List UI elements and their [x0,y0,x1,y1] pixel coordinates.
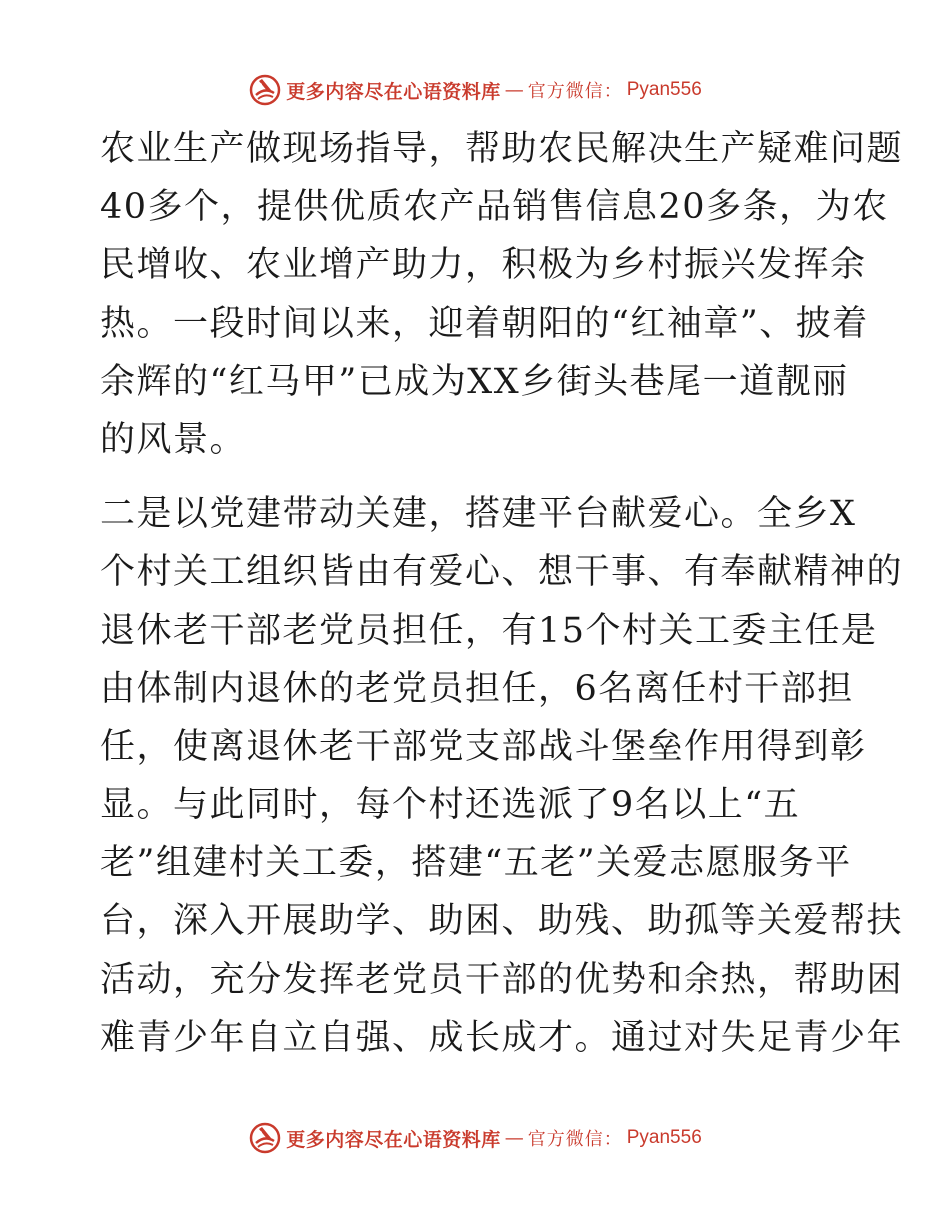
paragraph-line: 二是以党建带动关建，搭建平台献爱心。全乡X [100,494,857,535]
watermark-wechat-label: 官方微信： [527,1129,623,1150]
paragraph-line: 老”组建村关工委，搭建“五老”关爱志愿服务平 [100,843,852,884]
paragraph-2 [100,485,904,1067]
paragraph-line: 退休老干部老党员担任，有15个村关工委主任是 [100,610,878,651]
red-book-pen-logo-icon [248,1121,282,1155]
paragraph-line: 40多个，提供优质农产品销售信息20多条，为农 [100,187,889,228]
paragraph-line: 显。与此同时，每个村还选派了9名以上“五 [100,785,801,826]
paragraph-line: 由体制内退休的老党员担任，6名离任村干部担 [100,668,854,709]
watermark-wechat-id: Pyan556 [626,79,702,100]
footer-watermark-banner [0,1118,950,1158]
paragraph-1 [100,120,904,469]
paragraph-line: 台，深入开展助学、助困、助残、助孤等关爱帮扶 [100,901,904,942]
paragraph-line: 难青少年自立自强、成长成才。通过对失足青少年 [100,1017,904,1058]
watermark-dash: — [504,1127,524,1149]
watermark-dash: — [504,79,524,101]
watermark-wechat-label: 官方微信： [527,81,623,102]
watermark-brand-text: 更多内容尽在心语资料库 [286,1128,501,1151]
paragraph-line: 的风景。 [100,419,247,460]
paragraph-line: 任，使离退休老干部党支部战斗堡垒作用得到彰 [100,726,867,767]
paragraph-line: 活动，充分发挥老党员干部的优势和余热，帮助困 [100,959,904,1000]
paragraph-spacer [100,469,860,485]
document-body [100,120,904,1067]
watermark-brand-text: 更多内容尽在心语资料库 [286,80,501,103]
red-book-pen-logo-icon [248,73,282,107]
watermark-wechat-id: Pyan556 [626,1127,702,1148]
paragraph-line: 余辉的“红马甲”已成为XX乡街头巷尾一道靓丽 [100,361,849,402]
paragraph-line: 个村关工组织皆由有爱心、想干事、有奉献精神的 [100,552,904,593]
paragraph-line: 民增收、农业增产助力，积极为乡村振兴发挥余 [100,245,867,286]
paragraph-line: 农业生产做现场指导，帮助农民解决生产疑难问题 [100,129,904,169]
paragraph-line: 热。一段时间以来，迎着朝阳的“红袖章”、披着 [100,303,869,344]
header-watermark-banner [0,70,950,110]
